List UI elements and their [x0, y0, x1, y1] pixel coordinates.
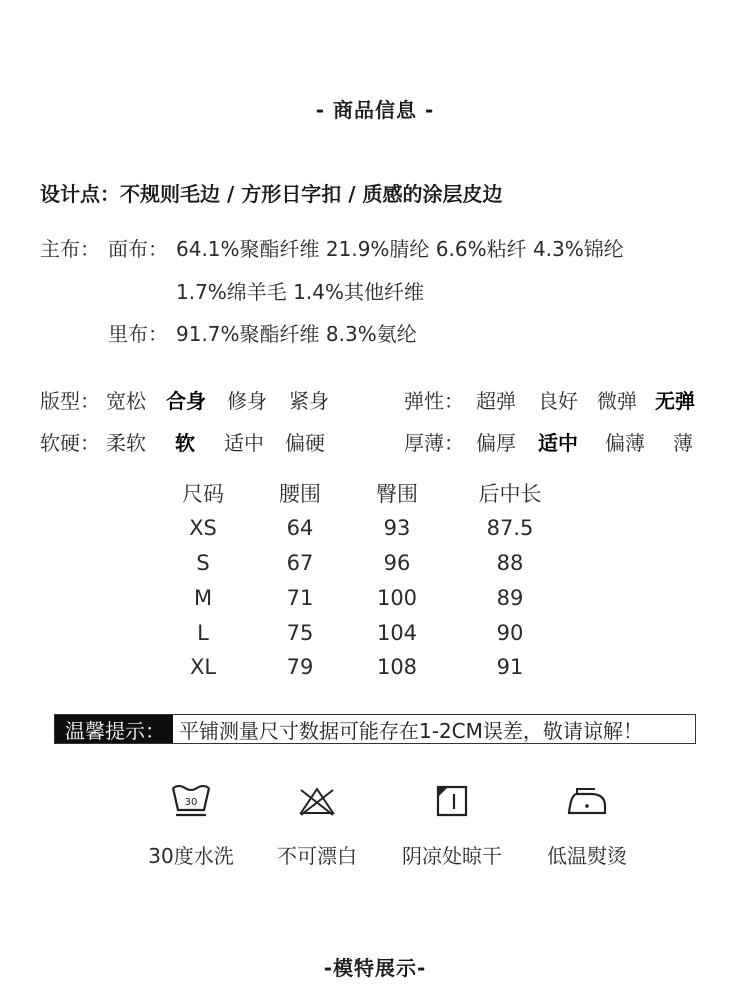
- table-row: [160, 511, 580, 546]
- table-row: [160, 650, 580, 685]
- size-cell: S: [196, 550, 210, 575]
- fabric-lining-label: 里布：: [108, 322, 168, 346]
- hip-cell: 100: [376, 585, 418, 610]
- column-header-size: 尺码: [182, 482, 224, 507]
- softness-option-medium: 适中: [224, 431, 264, 455]
- hip-cell: 96: [383, 550, 411, 575]
- design-points: 设计点：不规则毛边 / 方形日字扣 / 质感的涂层皮边: [40, 182, 503, 206]
- care-item-no-bleach: [247, 784, 387, 869]
- waist-cell: 79: [286, 655, 314, 680]
- fabric-lining-composition: 91.7%聚酯纤维 8.3%氨纶: [176, 322, 417, 346]
- waist-cell: 64: [286, 516, 314, 541]
- low-iron-icon: [565, 784, 609, 818]
- back-length-cell: 89: [496, 585, 524, 610]
- elasticity-option-super: 超弹: [476, 389, 516, 413]
- thickness-option-thick: 偏厚: [476, 431, 516, 455]
- size-cell: M: [193, 585, 213, 610]
- fabric-face-composition-continued: 1.7%绵羊毛 1.4%其他纤维: [176, 280, 424, 304]
- section-title-model-showcase: -模特展示-: [323, 956, 427, 980]
- notice-label: 温馨提示：: [55, 715, 173, 743]
- thickness-option-thin: 薄: [673, 431, 693, 455]
- measurement-notice: [54, 714, 696, 744]
- size-table-header-row: [160, 476, 580, 511]
- fabric-face-label: 面布：: [108, 237, 168, 261]
- size-cell: L: [197, 620, 209, 645]
- table-row: [160, 615, 580, 650]
- back-length-cell: 91: [496, 655, 524, 680]
- back-length-cell: 90: [496, 620, 524, 645]
- notice-text: 平铺测量尺寸数据可能存在1-2CM误差，敬请谅解！: [179, 718, 643, 743]
- fit-option-tight: 紧身: [289, 389, 329, 413]
- fit-option-slim: 修身: [227, 389, 267, 413]
- svg-text:30: 30: [184, 797, 198, 808]
- hip-cell: 93: [383, 516, 411, 541]
- thickness-option-thinnish: 偏薄: [605, 431, 645, 455]
- care-item-wash: [121, 784, 261, 869]
- column-header-hip: 臀围: [376, 482, 418, 507]
- waist-cell: 71: [286, 585, 314, 610]
- care-item-shade-dry: [382, 784, 522, 869]
- shade-dry-icon: [430, 784, 474, 818]
- softness-option-stiff: 偏硬: [285, 431, 325, 455]
- back-length-cell: 88: [496, 550, 524, 575]
- section-title-product-info: - 商品信息 -: [315, 98, 435, 122]
- fit-label: 版型：: [40, 389, 100, 413]
- elasticity-label: 弹性：: [404, 389, 464, 413]
- thickness-option-medium-selected: 适中: [538, 431, 578, 455]
- care-label: 阴凉处晾干: [402, 844, 502, 868]
- elasticity-option-slight: 微弹: [597, 389, 637, 413]
- wash-30-icon: [169, 784, 213, 818]
- size-cell: XS: [189, 516, 217, 541]
- hip-cell: 104: [376, 620, 418, 645]
- fabric-main-label: 主布：: [40, 237, 100, 261]
- size-table: [160, 476, 580, 685]
- fit-option-loose: 宽松: [106, 389, 146, 413]
- waist-cell: 75: [286, 620, 314, 645]
- size-cell: XL: [189, 655, 217, 680]
- elasticity-option-good: 良好: [538, 389, 578, 413]
- table-row: [160, 580, 580, 615]
- waist-cell: 67: [286, 550, 314, 575]
- back-length-cell: 87.5: [486, 516, 534, 541]
- care-label: 30度水洗: [148, 844, 234, 868]
- care-label: 低温熨烫: [547, 844, 627, 868]
- softness-option-very-soft: 柔软: [106, 431, 146, 455]
- fabric-face-composition: 64.1%聚酯纤维 21.9%腈纶 6.6%粘纤 4.3%锦纶: [176, 237, 624, 261]
- table-row: [160, 546, 580, 581]
- fit-option-regular-selected: 合身: [166, 389, 206, 413]
- softness-option-soft-selected: 软: [175, 431, 195, 455]
- column-header-back-length: 后中长: [478, 482, 542, 507]
- care-label: 不可漂白: [277, 844, 357, 868]
- thickness-label: 厚薄：: [404, 431, 464, 455]
- hip-cell: 108: [376, 655, 418, 680]
- no-bleach-icon: [295, 784, 339, 818]
- care-item-low-iron: [517, 784, 657, 869]
- column-header-waist: 腰围: [279, 482, 321, 507]
- softness-label: 软硬：: [40, 431, 100, 455]
- elasticity-option-none-selected: 无弹: [655, 389, 695, 413]
